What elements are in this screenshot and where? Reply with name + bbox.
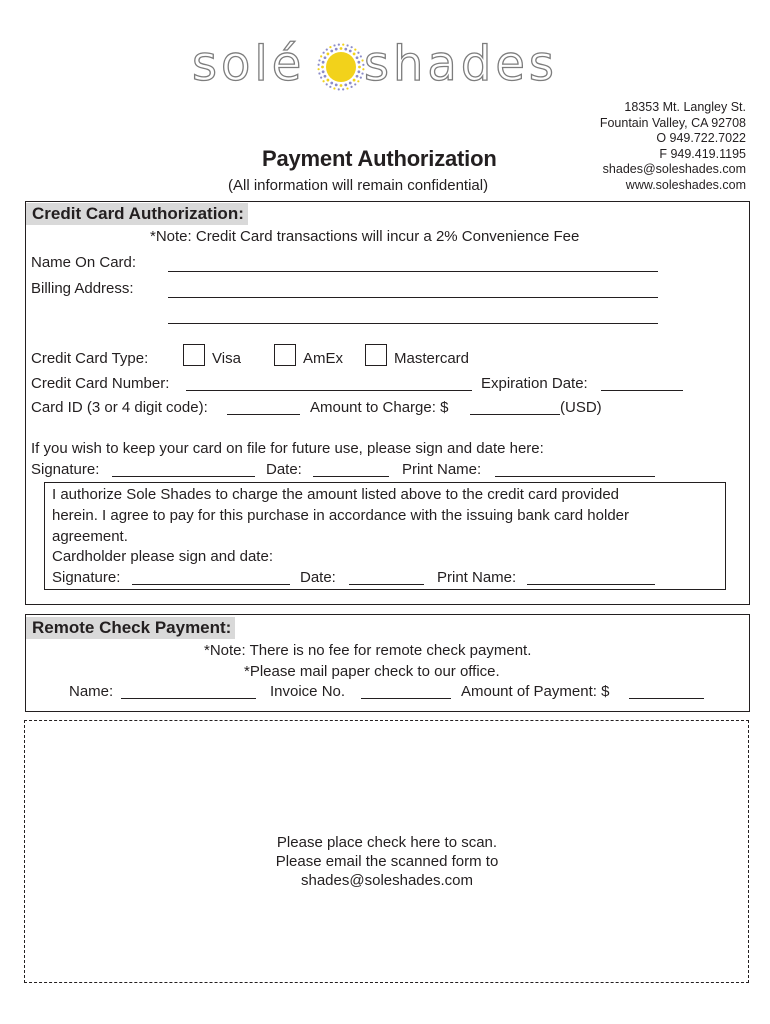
remote-name-field[interactable] [121, 698, 256, 699]
mastercard-checkbox[interactable] [365, 344, 387, 366]
card-type-label: Credit Card Type: [31, 350, 149, 367]
file-print-name-label: Print Name: [402, 461, 482, 478]
file-date-label: Date: [266, 461, 302, 478]
visa-checkbox[interactable] [183, 344, 205, 366]
amount-of-payment-field[interactable] [629, 698, 704, 699]
address-street: 18353 Mt. Langley St. [624, 100, 746, 114]
expiration-date-label: Expiration Date: [481, 375, 588, 392]
name-on-card-label: Name On Card: [31, 254, 137, 271]
scan-instruction-line-2: Please email the scanned form to [275, 853, 499, 870]
invoice-number-field[interactable] [361, 698, 451, 699]
billing-address-field-2[interactable] [168, 323, 658, 324]
file-signature-field[interactable] [112, 476, 255, 477]
amount-to-charge-field[interactable] [470, 414, 560, 415]
page-title: Payment Authorization [262, 146, 497, 171]
remote-check-heading: Remote Check Payment: [26, 617, 235, 639]
amex-checkbox[interactable] [274, 344, 296, 366]
address-website: www.soleshades.com [625, 177, 746, 192]
card-id-label: Card ID (3 or 4 digit code): [31, 399, 208, 416]
card-number-field[interactable] [186, 390, 472, 391]
remote-check-note-1: *Note: There is no fee for remote check payment. [204, 642, 532, 659]
invoice-number-label: Invoice No. [270, 683, 346, 700]
auth-print-name-label: Print Name: [437, 569, 517, 586]
company-address [600, 100, 746, 194]
sun-logo-icon [316, 42, 366, 92]
name-on-card-field[interactable] [168, 271, 658, 272]
card-number-label: Credit Card Number: [31, 375, 170, 392]
amex-label: AmEx [303, 350, 344, 367]
scan-email: shades@soleshades.com [301, 872, 473, 889]
auth-print-name-field[interactable] [527, 584, 655, 585]
auth-signature-label: Signature: [52, 569, 121, 586]
cardholder-sign-instruction: Cardholder please sign and date: [52, 548, 273, 565]
credit-card-fee-note: *Note: Credit Card transactions will incur a 2% Convenience Fee [150, 228, 580, 245]
address-office-phone: O 949.722.7022 [656, 131, 746, 146]
amount-unit-label: (USD) [560, 399, 602, 416]
card-id-field[interactable] [227, 414, 300, 415]
file-date-field[interactable] [313, 476, 389, 477]
address-fax: F 949.419.1195 [659, 146, 746, 161]
authorization-line-1: I authorize Sole Shades to charge the amount listed above to the credit card provided [52, 486, 620, 503]
logo-text-shades: shades [364, 36, 558, 92]
auth-signature-field[interactable] [132, 584, 290, 585]
mastercard-label: Mastercard [394, 350, 470, 367]
authorization-line-2: herein. I agree to pay for this purchase in accordance with the issuing bank card holder [52, 507, 630, 524]
remote-check-note-2: *Please mail paper check to our office. [244, 663, 500, 680]
page-subtitle: (All information will remain confidential) [228, 177, 489, 194]
billing-address-field-1[interactable] [168, 297, 658, 298]
amount-to-charge-label: Amount to Charge: $ [310, 399, 449, 416]
address-email: shades@soleshades.com [602, 162, 746, 177]
visa-label: Visa [212, 350, 241, 367]
billing-address-label: Billing Address: [31, 280, 134, 297]
credit-card-heading: Credit Card Authorization: [26, 203, 248, 225]
auth-date-label: Date: [300, 569, 336, 586]
expiration-date-field[interactable] [601, 390, 683, 391]
file-print-name-field[interactable] [495, 476, 655, 477]
logo-text-sole: solé [192, 36, 306, 92]
amount-of-payment-label: Amount of Payment: $ [461, 683, 610, 700]
file-signature-label: Signature: [31, 461, 100, 478]
keep-on-file-text: If you wish to keep your card on file for future use, please sign and date here: [31, 440, 544, 457]
address-city: Fountain Valley, CA 92708 [599, 115, 746, 130]
remote-name-label: Name: [69, 683, 114, 700]
authorization-line-3: agreement. [52, 528, 128, 545]
auth-date-field[interactable] [349, 584, 424, 585]
scan-instruction-line-1: Please place check here to scan. [276, 834, 498, 851]
